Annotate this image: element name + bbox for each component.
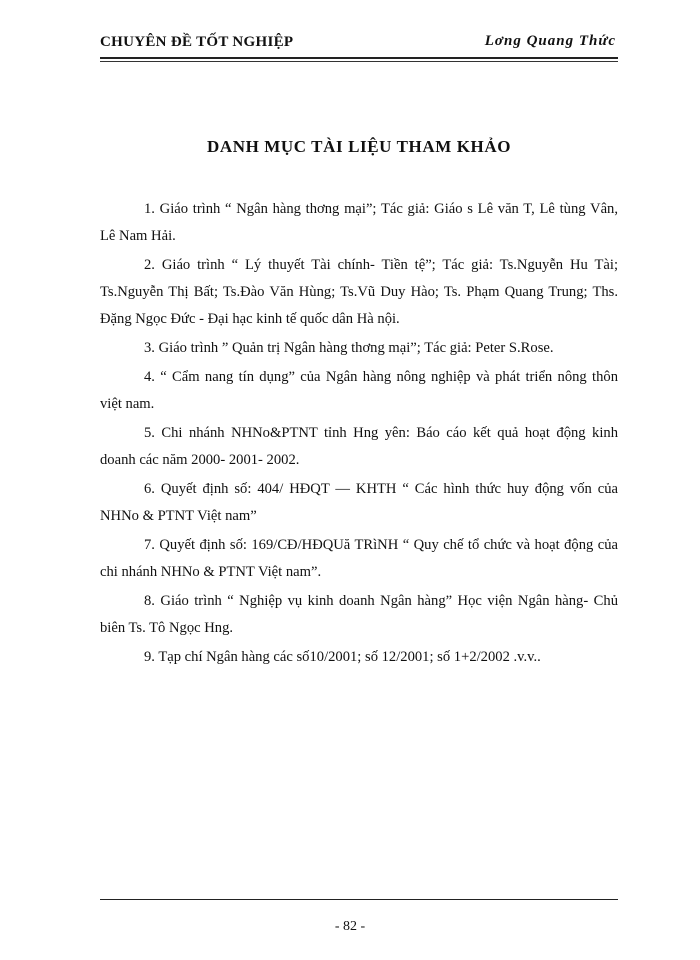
reference-item: 7. Quyết định số: 169/CĐ/HĐQUă TRìNH “ Quy chế tổ chức và hoạt động của chi nhánh NHNo & PTNT Việt nam”. (100, 537, 618, 580)
reference-item: 3. Giáo trình ” Quản trị Ngân hàng thơng mại”; Tác giả: Peter S.Rose. (144, 340, 554, 356)
reference-item: 8. Giáo trình “ Nghiệp vụ kinh doanh Ngân hàng” Học viện Ngân hàng- Chủ biên Ts. Tô Ngọc Hng. (100, 593, 618, 636)
page-header (100, 30, 618, 56)
reference-item: 4. “ Cẩm nang tín dụng” của Ngân hàng nông nghiệp và phát triển nông thôn việt nam. (100, 369, 618, 412)
header-title: CHUYÊN ĐỀ TỐT NGHIỆP (100, 34, 294, 50)
footer-rule (100, 899, 618, 900)
reference-item: 2. Giáo trình “ Lý thuyết Tài chính- Tiền tệ”; Tác giả: Ts.Nguyễn Hu Tài; Ts.Nguyễn Thị Bất; Ts.Đào Văn Hùng; Ts.Vũ Duy Hào; Ts. Phạm Quang Trung; Ths. Đặng Ngọc Đức - Đại hạc kinh tế quốc dân Hà nội. (100, 257, 618, 327)
reference-item: 5. Chi nhánh NHNo&PTNT tỉnh Hng yên: Báo cáo kết quả hoạt động kinh doanh các năm 2000- 2001- 2002. (100, 425, 618, 468)
header-rule-thin (100, 61, 618, 62)
header-rule (100, 57, 618, 59)
header-author: Lơng Quang Thức (484, 33, 616, 49)
page-number: - 82 - (334, 919, 366, 934)
page-title: DANH MỤC TÀI LIỆU THAM KHẢO (206, 137, 512, 156)
reference-item: 9. Tạp chí Ngân hàng các số10/2001; số 12/2001; số 1+2/2002 .v.v.. (144, 649, 541, 665)
reference-list (100, 196, 618, 671)
reference-item: 6. Quyết định số: 404/ HĐQT — KHTH “ Các hình thức huy động vốn của NHNo & PTNT Việt nam” (100, 481, 618, 524)
reference-item: 1. Giáo trình “ Ngân hàng thơng mại”; Tác giả: Giáo s Lê văn T, Lê tùng Vân, Lê Nam Hải. (100, 201, 618, 244)
